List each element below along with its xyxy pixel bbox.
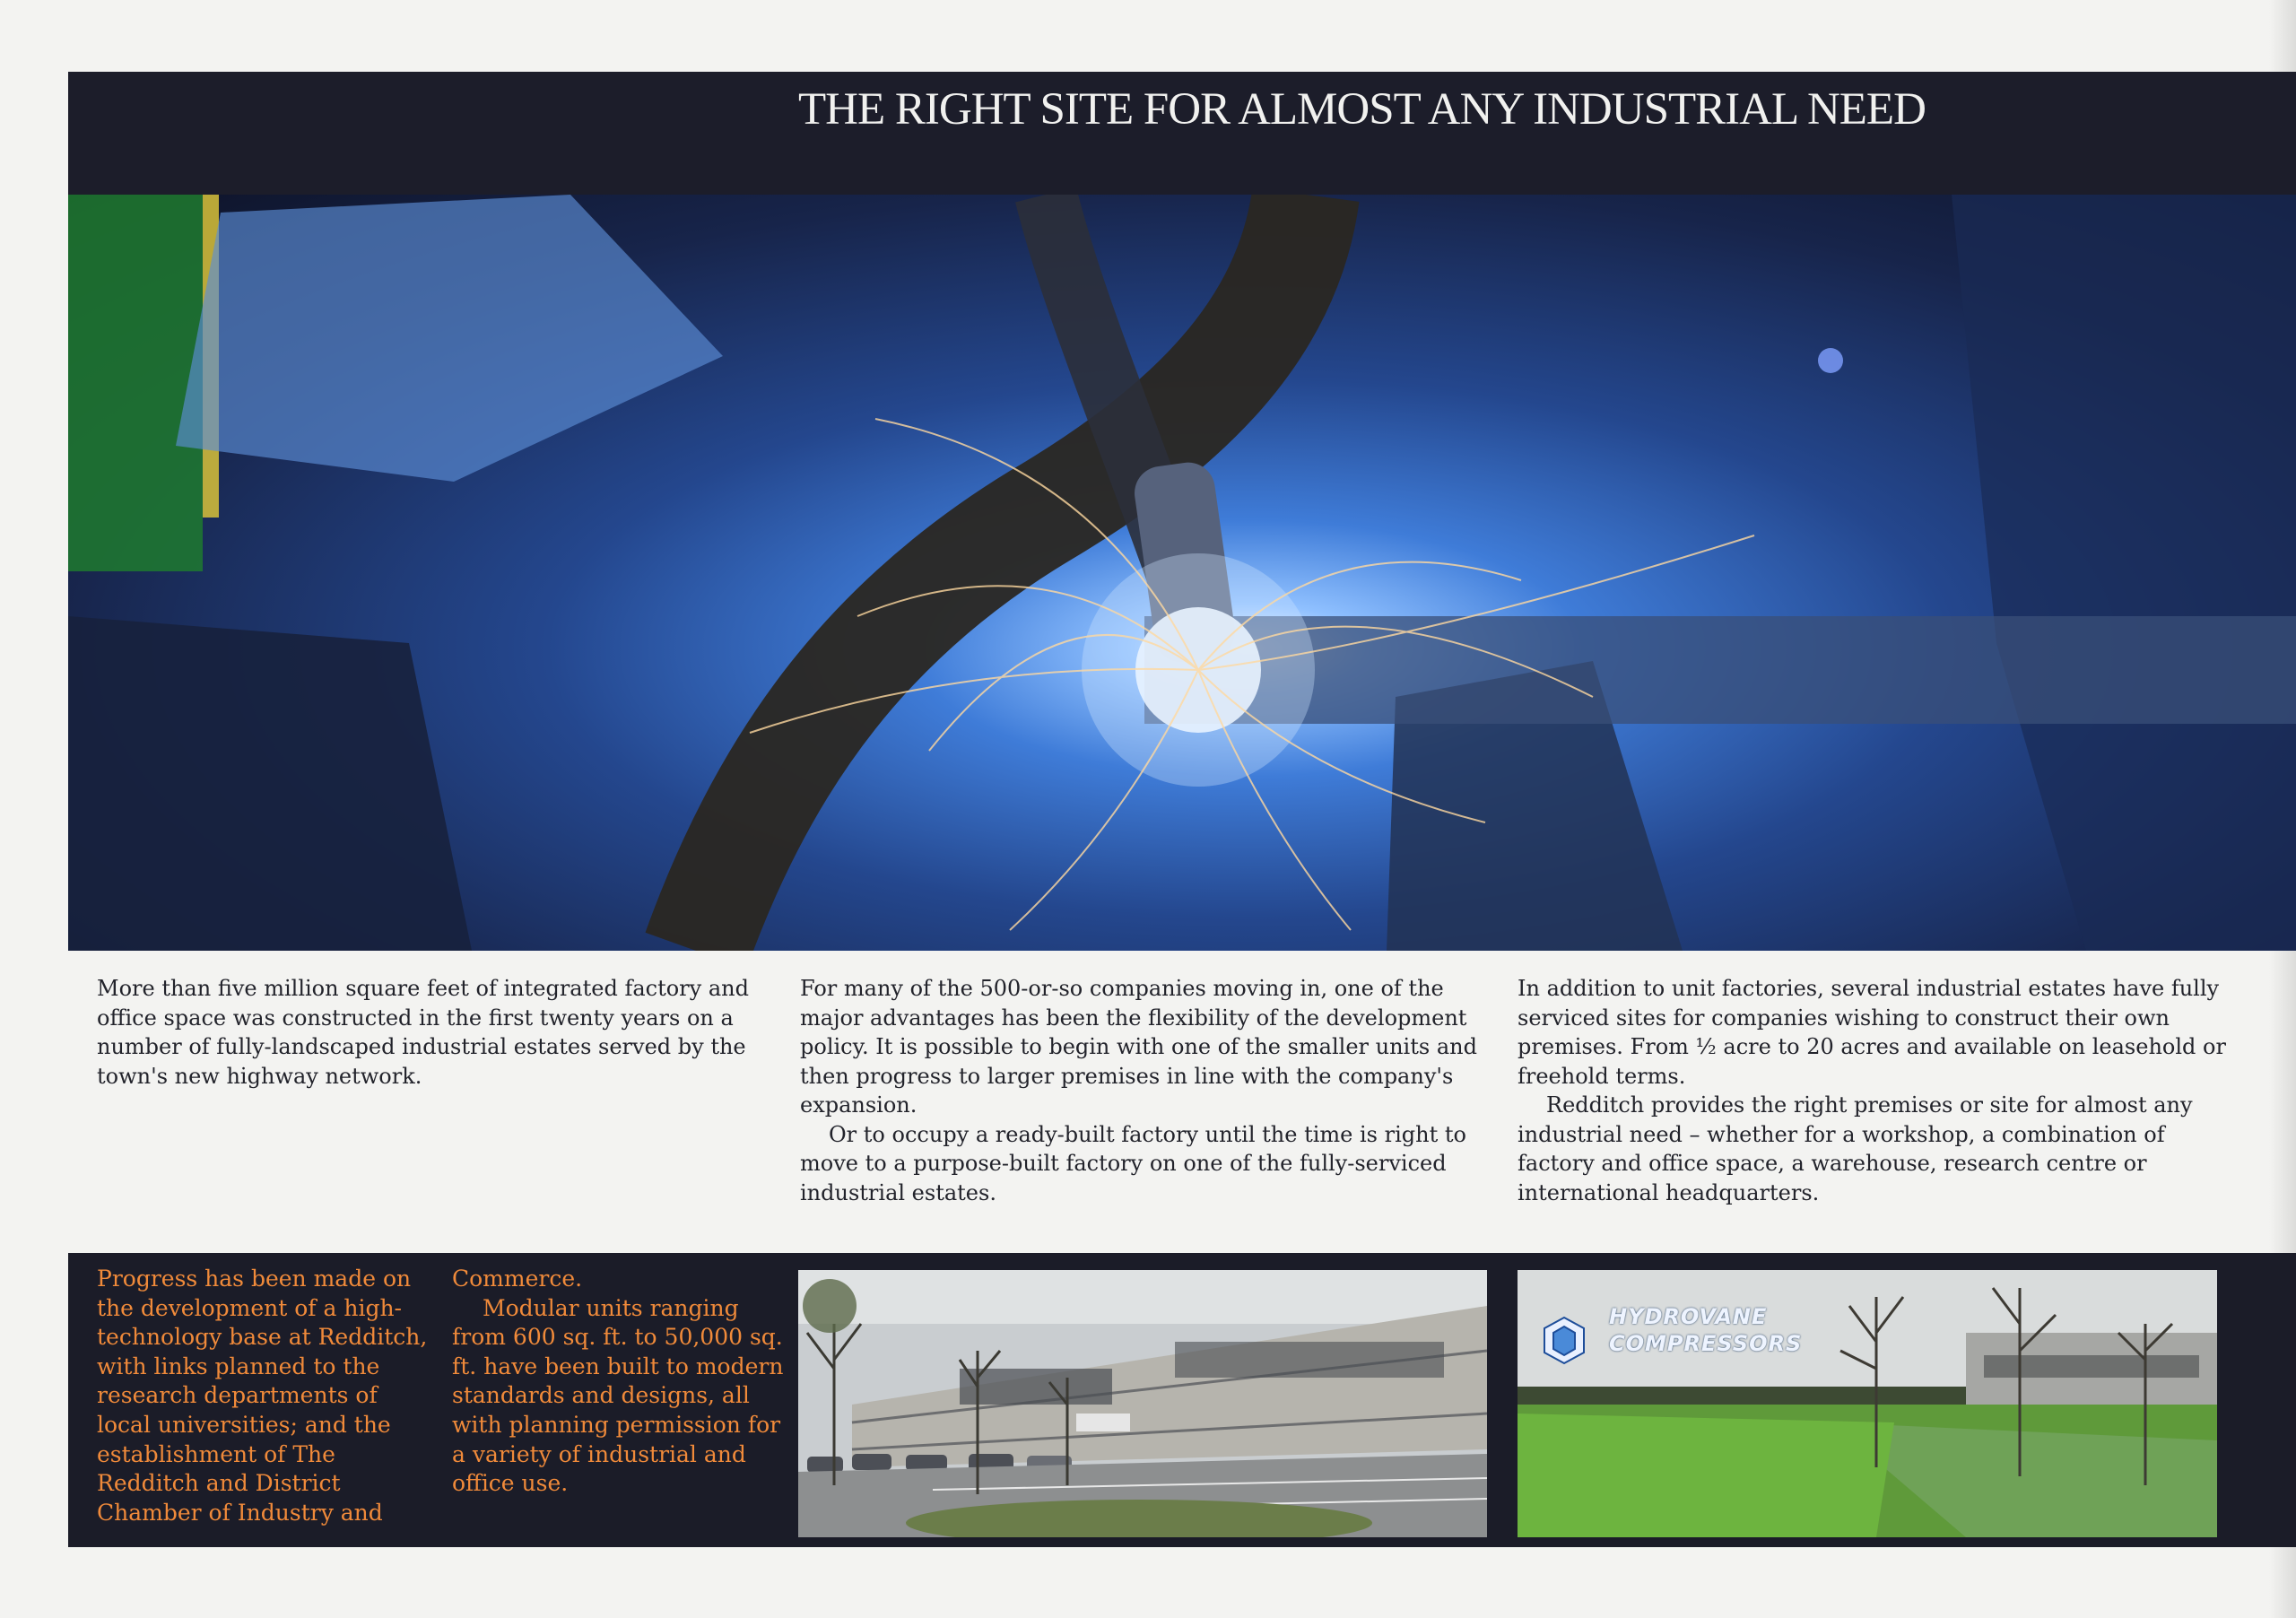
office-building-photo	[798, 1270, 1487, 1537]
paragraph: Redditch provides the right premises or site for almost any industrial need – whether for a workshop, a combination of factory and office space, a warehouse, research centre or international headquarters.	[1518, 1092, 2193, 1205]
paragraph: Modular units ranging from 600 sq. ft. to 50,000 sq. ft. have been built to modern standards and designs, all with planning permission for a variety of industrial and office use.	[452, 1294, 784, 1497]
orange-text-column-1	[97, 1265, 433, 1527]
page-title: THE RIGHT SITE FOR ALMOST ANY INDUSTRIAL NEED	[798, 84, 1926, 135]
text-column-1	[97, 974, 787, 1091]
logo-text-compressors: COMPRESSORS	[1609, 1331, 1803, 1356]
paragraph: In addition to unit factories, several industrial estates have fully serviced sites for companies wishing to construct their own premises. From ½ acre to 20 acres and available on leasehold or freehold terms.	[1518, 976, 2226, 1089]
paragraph: Or to occupy a ready-built factory until the time is right to move to a purpose-built factory on one of the fully-serviced industrial estates.	[800, 1121, 1466, 1205]
paragraph: Progress has been made on the development of a high-technology base at Redditch, with links planned to the research departments of local universities; and the establishment of The Redditch and District Chamber of Industry and	[97, 1266, 428, 1526]
hydrovane-site-photo	[1518, 1270, 2217, 1537]
logo-text-hydrovane: HYDROVANE	[1609, 1304, 1768, 1329]
hero-welding-photo	[68, 195, 2296, 951]
paragraph: More than five million square feet of integrated factory and office space was constructed in the first twenty years on a number of fully-landscaped industrial estates served by the town's new highway network.	[97, 976, 749, 1089]
text-column-3	[1518, 974, 2235, 1207]
orange-text-column-2	[452, 1265, 797, 1499]
text-column-2	[800, 974, 1491, 1207]
paragraph: For many of the 500-or-so companies moving in, one of the major advantages has been the flexibility of the development policy. It is possible to begin with one of the smaller units and then progress to larger premises in line with the company's expansion.	[800, 976, 1477, 1118]
paragraph: Commerce.	[452, 1266, 583, 1292]
